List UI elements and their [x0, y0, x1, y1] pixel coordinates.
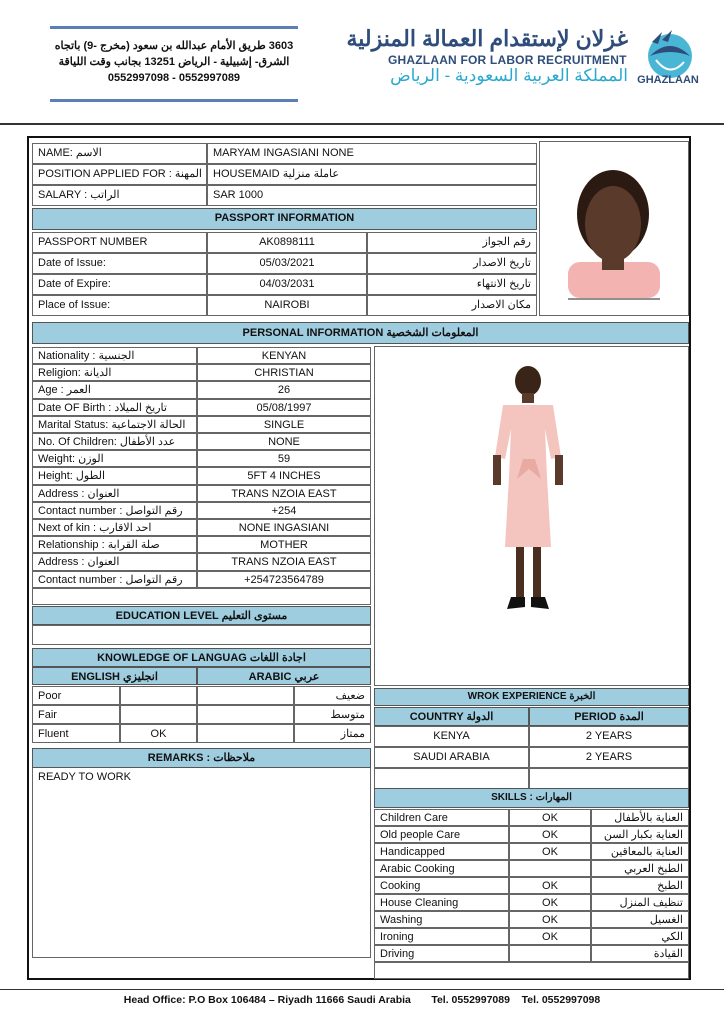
- experience-blank-cell: [374, 768, 529, 789]
- footer-contact: Head Office: P.O Box 106484 – Riyadh 11666 Saudi Arabia Tel. 0552997089 Tel. 0552997098: [123, 994, 601, 1006]
- skill-status: OK: [509, 877, 591, 894]
- skill-name-ar: العناية بكبار السن: [591, 826, 689, 843]
- position-value: HOUSEMAID عاملة منزلية: [207, 164, 537, 185]
- personal-field-label: No. Of Children: عدد الأطفال: [32, 433, 197, 450]
- skill-status: [509, 945, 591, 962]
- remarks-text: READY TO WORK: [32, 768, 371, 958]
- skill-name-ar: الطبخ: [591, 877, 689, 894]
- skill-name-ar: الكي: [591, 928, 689, 945]
- skill-status: OK: [509, 911, 591, 928]
- personal-field-value: +254723564789: [197, 571, 371, 588]
- personal-field-label: Age : العمر: [32, 381, 197, 398]
- skill-name: Arabic Cooking: [374, 860, 509, 877]
- personal-field-label: Next of kin : احد الاقارب: [32, 519, 197, 536]
- personal-field-value: +254: [197, 502, 371, 519]
- passport-number-label: PASSPORT NUMBER: [32, 232, 207, 253]
- personal-field-value: 59: [197, 450, 371, 467]
- personal-field-label: Address : العنوان: [32, 485, 197, 502]
- portrait-image: [540, 142, 689, 316]
- language-level-label: Fair: [32, 705, 120, 724]
- salary-value: SAR 1000: [207, 185, 537, 206]
- personal-field-label: Date OF Birth : تاريخ الميلاد: [32, 399, 197, 416]
- english-level-value: [120, 686, 197, 705]
- skills-section-header: SKILLS : المهارات: [374, 788, 689, 808]
- skill-status: OK: [509, 826, 591, 843]
- passport-number-label-ar: رقم الجواز: [367, 232, 537, 253]
- arabic-column-header: ARABIC عربي: [197, 667, 371, 685]
- footer-divider: [0, 989, 724, 990]
- personal-field-label: Nationality : الجنسية: [32, 347, 197, 364]
- skill-name: Driving: [374, 945, 509, 962]
- skill-status: OK: [509, 928, 591, 945]
- skill-name-ar: القيادة: [591, 945, 689, 962]
- skill-name-ar: العناية بالأطفال: [591, 809, 689, 826]
- english-column-header: ENGLISH انجليزي: [32, 667, 197, 685]
- country-column-header: COUNTRY الدولة: [374, 707, 529, 726]
- personal-field-label: Contact number : رقم التواصل: [32, 502, 197, 519]
- passport-number-value: AK0898111: [207, 232, 367, 253]
- experience-period: 2 YEARS: [529, 726, 689, 747]
- personal-field-value: SINGLE: [197, 416, 371, 433]
- arabic-level-value: [197, 705, 294, 724]
- skill-name: Handicapped: [374, 843, 509, 860]
- skill-status: OK: [509, 843, 591, 860]
- personal-field-label: Height: الطول: [32, 467, 197, 484]
- skill-name: Old people Care: [374, 826, 509, 843]
- header-divider: [0, 123, 724, 125]
- experience-section-header: WROK EXPERIENCE الخبرة: [374, 688, 689, 706]
- skill-name-ar: العناية بالمعاقين: [591, 843, 689, 860]
- logo-wordmark: GHAZLAAN: [637, 74, 699, 86]
- office-address-block: [50, 26, 298, 102]
- company-name-arabic: غزلان لإستقدام العمالة المنزلية: [346, 26, 628, 51]
- skill-name: Cooking: [374, 877, 509, 894]
- full-body-image: [375, 347, 689, 686]
- skill-name: House Cleaning: [374, 894, 509, 911]
- language-level-label: Poor: [32, 686, 120, 705]
- personal-field-value: 26: [197, 381, 371, 398]
- personal-field-label: Religion: الديانة: [32, 364, 197, 381]
- personal-blank-row: [32, 588, 371, 605]
- personal-field-label: Address : العنوان: [32, 553, 197, 570]
- experience-blank-cell: [529, 768, 689, 789]
- personal-field-value: 05/08/1997: [197, 399, 371, 416]
- personal-field-label: Contact number : رقم التواصل: [32, 571, 197, 588]
- arabic-level-value: [197, 686, 294, 705]
- personal-field-value: TRANS NZOIA EAST: [197, 485, 371, 502]
- remarks-section-header: REMARKS : ملاحظات: [32, 748, 371, 768]
- language-level-label-ar: ضعيف: [294, 686, 371, 705]
- address-line: 3603 طريق الأمام عبدالله بن سعود (مخرج -9) باتجاه: [54, 40, 294, 52]
- personal-field-value: 5FT 4 INCHES: [197, 467, 371, 484]
- skill-name: Children Care: [374, 809, 509, 826]
- expiry-date-value: 04/03/2031: [207, 274, 367, 295]
- skill-name-ar: تنظيف المنزل: [591, 894, 689, 911]
- skill-name: Washing: [374, 911, 509, 928]
- experience-country: KENYA: [374, 726, 529, 747]
- personal-field-value: KENYAN: [197, 347, 371, 364]
- issue-date-value: 05/03/2021: [207, 253, 367, 274]
- language-level-label-ar: ممتاز: [294, 724, 371, 743]
- skill-status: [509, 860, 591, 877]
- applicant-portrait-photo: [539, 141, 689, 316]
- personal-field-value: NONE INGASIANI: [197, 519, 371, 536]
- english-level-value: OK: [120, 724, 197, 743]
- personal-field-label: Marital Status: الحالة الاجتماعية: [32, 416, 197, 433]
- personal-field-label: Relationship : صلة القرابة: [32, 536, 197, 553]
- english-level-value: [120, 705, 197, 724]
- experience-period: 2 YEARS: [529, 747, 689, 768]
- language-level-label: Fluent: [32, 724, 120, 743]
- personal-field-value: TRANS NZOIA EAST: [197, 553, 371, 570]
- place-of-issue-value: NAIROBI: [207, 295, 367, 316]
- personal-field-value: NONE: [197, 433, 371, 450]
- company-location-arabic: المملكة العربية السعودية - الرياض: [390, 66, 628, 85]
- application-form: [27, 136, 691, 980]
- skill-name-ar: الغسيل: [591, 911, 689, 928]
- skill-name-ar: الطبخ العربي: [591, 860, 689, 877]
- experience-country: SAUDI ARABIA: [374, 747, 529, 768]
- expiry-date-label-ar: تاريخ الانتهاء: [367, 274, 537, 295]
- issue-date-label: Date of Issue:: [32, 253, 207, 274]
- personal-section-header: PERSONAL INFORMATION المعلومات الشخصية: [32, 322, 689, 344]
- passport-section-header: PASSPORT INFORMATION: [32, 208, 537, 230]
- education-value: [32, 625, 371, 645]
- education-section-header: EDUCATION LEVEL مستوى التعليم: [32, 606, 371, 625]
- applicant-full-body-photo: [374, 346, 689, 686]
- skill-status: OK: [509, 894, 591, 911]
- address-line: الشرق- إشبيلية - الرياض 13251 بجانب وقت اللياقة: [58, 56, 290, 68]
- skill-status: OK: [509, 809, 591, 826]
- personal-field-value: MOTHER: [197, 536, 371, 553]
- phone-numbers: 0552997098 - 0552997089: [107, 72, 241, 84]
- place-of-issue-label-ar: مكان الاصدار: [367, 295, 537, 316]
- company-name-english: GHAZLAAN FOR LABOR RECRUITMENT: [388, 53, 627, 67]
- position-label: POSITION APPLIED FOR : المهنة: [32, 164, 207, 185]
- skills-blank-row: [374, 962, 689, 979]
- skill-name: Ironing: [374, 928, 509, 945]
- expiry-date-label: Date of Expire:: [32, 274, 207, 295]
- language-level-label-ar: متوسط: [294, 705, 371, 724]
- personal-field-label: Weight: الوزن: [32, 450, 197, 467]
- arabic-level-value: [197, 724, 294, 743]
- salary-label: SALARY : الراتب: [32, 185, 207, 206]
- language-section-header: KNOWLEDGE OF LANGUAG اجادة اللغات: [32, 648, 371, 667]
- place-of-issue-label: Place of Issue:: [32, 295, 207, 316]
- personal-field-value: CHRISTIAN: [197, 364, 371, 381]
- period-column-header: PERIOD المدة: [529, 707, 689, 726]
- name-label: NAME: الاسم: [32, 143, 207, 164]
- name-value: MARYAM INGASIANI NONE: [207, 143, 537, 164]
- issue-date-label-ar: تاريخ الاصدار: [367, 253, 537, 274]
